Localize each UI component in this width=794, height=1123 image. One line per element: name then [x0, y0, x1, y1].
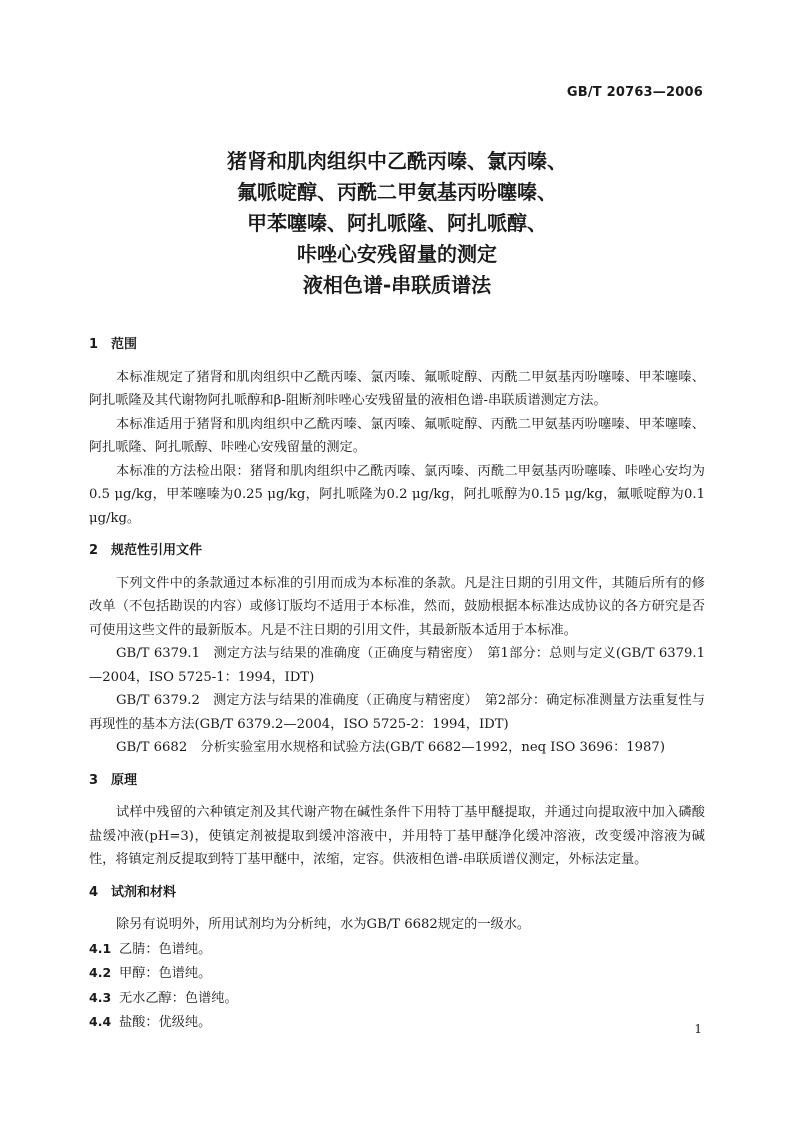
paragraph: 本标准的方法检出限：猪肾和肌肉组织中乙酰丙嗪、氯丙嗪、丙酰二甲氨基丙吩噻嗪、咔唑心安均为0.5 μg/kg，甲苯噻嗪为0.25 μg/kg，阿扎哌隆为0.2 μg/kg，阿扎哌醇为0.15 μg/kg，氟哌啶醇为0.1 μg/kg。 — [89, 463, 705, 526]
standard-code: GB/T 20763—2006 — [566, 85, 703, 100]
item-text: 盐酸：优级纯。 — [119, 1015, 212, 1030]
list-item — [89, 937, 705, 962]
section-title: 原理 — [111, 772, 138, 788]
title-line: 猪肾和肌肉组织中乙酰丙嗪、氯丙嗪、 — [227, 149, 567, 173]
paragraph: 本标准规定了猪肾和肌肉组织中乙酰丙嗪、氯丙嗪、氟哌啶醇、丙酰二甲氨基丙吩噻嗪、甲苯噻嗪、阿扎哌隆及其代谢物阿扎哌醇和β-阻断剂咔唑心安残留量的液相色谱-串联质谱测定方法。 — [89, 369, 705, 408]
item-text: 乙腈：色谱纯。 — [119, 941, 212, 957]
item-number: 4.4 — [89, 1014, 112, 1029]
section-heading-reagents — [89, 881, 705, 905]
section-title: 试剂和材料 — [111, 884, 177, 900]
section-heading-principle — [89, 769, 705, 793]
section-title: 范围 — [111, 337, 138, 352]
list-item — [89, 961, 705, 986]
title-line: 甲苯噻嗪、阿扎哌隆、阿扎哌醇、 — [247, 211, 547, 235]
page-number: 1 — [694, 1022, 702, 1036]
section-number: 4 — [89, 884, 99, 900]
document-title — [0, 146, 794, 301]
section-heading-normative-references — [89, 539, 705, 563]
list-item — [89, 986, 705, 1011]
section-number: 2 — [89, 543, 99, 558]
reference-entry: GB/T 6379.2 测定方法与结果的准确度（正确度与精密度） 第2部分：确定标准测量方法重复性与再现性的基本方法(GB/T 6379.2—2004，ISO 5725-2：1994，IDT) — [89, 693, 705, 732]
title-line: 液相色谱-串联质谱法 — [302, 273, 492, 297]
item-text: 无水乙醇：色谱纯。 — [119, 990, 238, 1006]
item-number: 4.3 — [89, 989, 112, 1005]
paragraph: 试样中残留的六种镇定剂及其代谢产物在碱性条件下用特丁基甲醚提取，并通过向提取液中加入磷酸盐缓冲液(pH=3)，使镇定剂被提取到缓冲溶液中，并用特丁基甲醚净化缓冲溶液，改变缓冲溶液为碱性，将镇定剂反提取到特丁基甲醚中，浓缩，定容。供液相色谱-串联质谱仪测定，外标法定量。 — [89, 805, 705, 867]
item-text: 甲醇：色谱纯。 — [119, 966, 212, 981]
title-line: 咔唑心安残留量的测定 — [297, 242, 497, 266]
reference-entry: GB/T 6379.1 测定方法与结果的准确度（正确度与精密度） 第1部分：总则与定义(GB/T 6379.1—2004，ISO 5725-1：1994，IDT) — [89, 646, 705, 685]
section-heading-scope — [89, 333, 705, 357]
document-body — [89, 333, 705, 1035]
paragraph: 除另有说明外，所用试剂均为分析纯，水为GB/T 6682规定的一级水。 — [116, 917, 531, 932]
section-number: 3 — [89, 772, 99, 788]
list-item — [89, 1010, 705, 1035]
paragraph: 本标准适用于猪肾和肌肉组织中乙酰丙嗪、氯丙嗪、氟哌啶醇、丙酰二甲氨基丙吩噻嗪、甲苯噻嗪、阿扎哌隆、阿扎哌醇、咔唑心安残留量的测定。 — [89, 416, 705, 455]
section-number: 1 — [89, 337, 99, 352]
reference-entry: GB/T 6682 分析实验室用水规格和试验方法(GB/T 6682—1992，neq ISO 3696：1987) — [116, 740, 665, 755]
title-line: 氟哌啶醇、丙酰二甲氨基丙吩噻嗪、 — [237, 180, 557, 204]
item-number: 4.2 — [89, 965, 112, 980]
section-title: 规范性引用文件 — [111, 543, 203, 558]
paragraph: 下列文件中的条款通过本标准的引用而成为本标准的条款。凡是注日期的引用文件，其随后所有的修改单（不包括勘误的内容）或修订版均不适用于本标准，然而，鼓励根据本标准达成协议的各方研究是否可使用这些文件的最新版本。凡是不注日期的引用文件，其最新版本适用于本标准。 — [89, 575, 705, 638]
item-number: 4.1 — [89, 940, 112, 956]
